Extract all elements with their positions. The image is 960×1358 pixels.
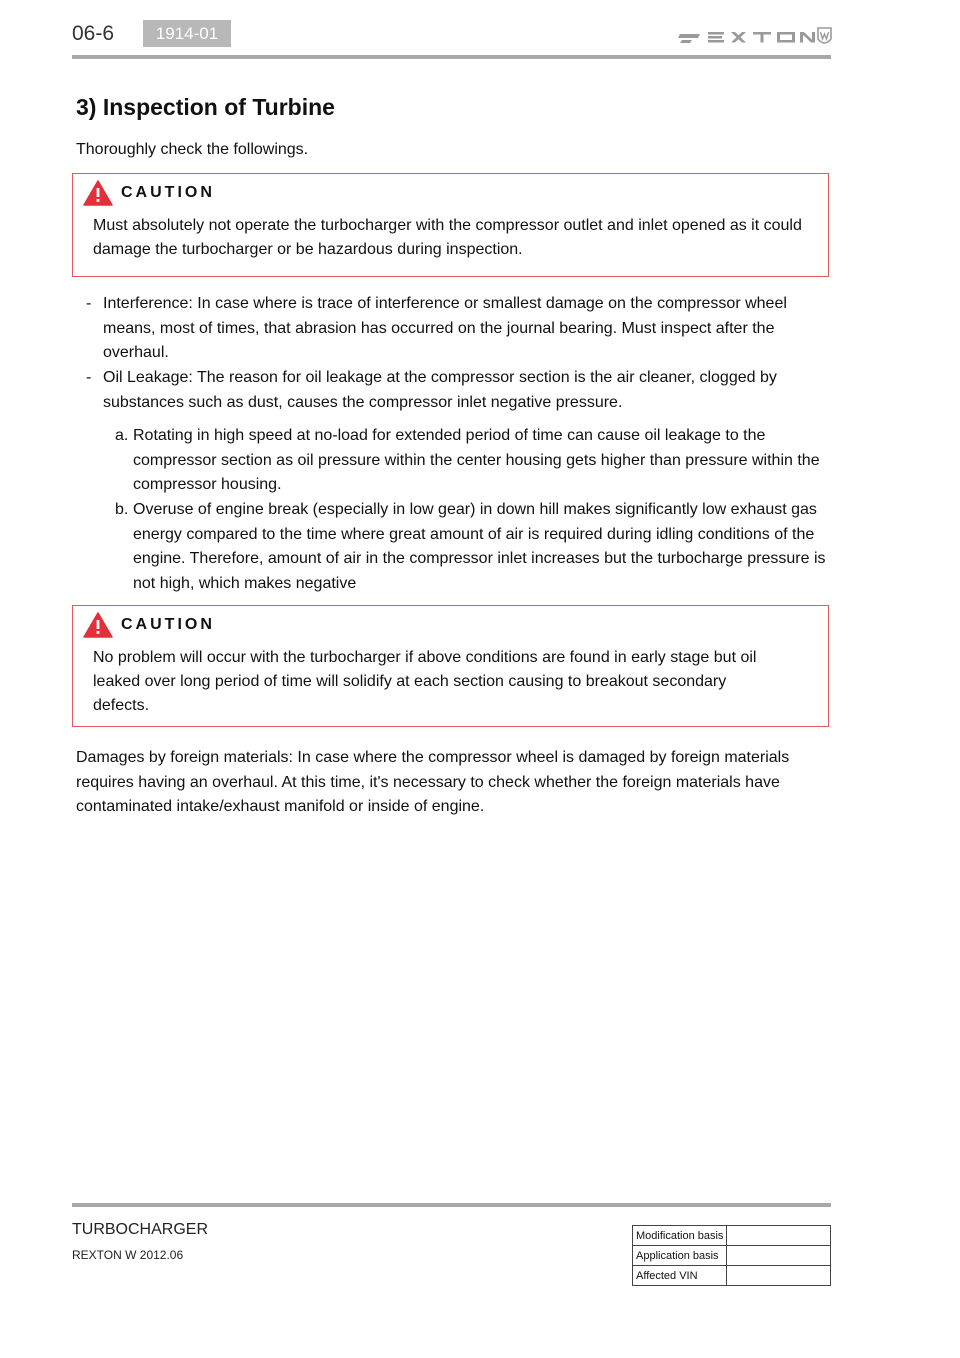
rexton-logo — [678, 26, 832, 48]
table-cell-label: Affected VIN — [633, 1266, 727, 1286]
caution-box — [72, 173, 829, 277]
warning-triangle-icon — [83, 180, 113, 206]
caution-header — [83, 612, 215, 638]
table-row — [633, 1246, 831, 1266]
list-item-text: Interference: In case where is trace of interference or smallest damage on the compressor wheel means, most of times, that abrasion has occurred on the journal bearing. Must inspect after the overhaul. — [103, 295, 787, 361]
list-item — [86, 366, 816, 415]
list-bullet: - — [86, 295, 92, 312]
footer-subtitle: REXTON W 2012.06 — [72, 1248, 184, 1262]
list-bullet: - — [86, 369, 92, 386]
table-cell-label: Modification basis — [633, 1226, 727, 1246]
section-intro: Thoroughly check the followings. — [76, 141, 309, 158]
document-code-badge: 1914-01 — [143, 20, 231, 47]
footer-rule — [72, 1203, 831, 1207]
table-cell-value — [727, 1266, 831, 1286]
sub-list-item-text: Rotating in high speed at no-load for extended period of time can cause oil leakage to the compressor section as oil pressure within the center housing gets higher than pressure within the compressor housing. — [133, 427, 820, 493]
caution-text: No problem will occur with the turbocharger if above conditions are found in early stage but oil leaked over long period of time will solidify at each section causing to breakout secondary defects. — [93, 649, 757, 714]
footer-title: TURBOCHARGER — [72, 1221, 209, 1238]
header-rule — [72, 55, 831, 59]
sub-list-item — [115, 498, 840, 596]
section-title: 3) Inspection of Turbine — [76, 94, 335, 120]
caution-box — [72, 605, 829, 727]
table-cell-value — [727, 1226, 831, 1246]
sub-list-item-text: Overuse of engine break (especially in low gear) in down hill makes significantly low exhaust gas energy compared to the time where great amount of air is required during idling conditions of the engine. Therefore, amount of air in the compressor inlet increases but the turbocharge pressure is not high, which makes negative — [133, 501, 826, 592]
caution-label: CAUTION — [121, 616, 215, 633]
caution-label: CAUTION — [121, 184, 215, 201]
warning-triangle-icon — [83, 612, 113, 638]
revision-table — [632, 1225, 831, 1286]
table-row — [633, 1266, 831, 1286]
list-item-text: Oil Leakage: The reason for oil leakage at the compressor section is the air cleaner, clogged by substances such as dust, causes the compressor inlet negative pressure. — [103, 369, 777, 411]
table-cell-value — [727, 1246, 831, 1266]
sub-list-marker: b. — [115, 501, 129, 518]
damages-paragraph: Damages by foreign materials: In case where the compressor wheel is damaged by foreign materials requires having an overhaul. At this time, it's necessary to check whether the foreign materials have contaminated intake/exhaust manifold or inside of engine. — [76, 749, 790, 815]
table-cell-label: Application basis — [633, 1246, 727, 1266]
table-row — [633, 1226, 831, 1246]
caution-header — [83, 180, 215, 206]
sub-list-marker: a. — [115, 427, 129, 444]
list-item — [86, 292, 816, 366]
page-number: 06-6 — [72, 22, 115, 45]
caution-text: Must absolutely not operate the turbocharger with the compressor outlet and inlet opened as it could damage the turbocharger or be hazardous during inspection. — [93, 217, 802, 258]
sub-list-item — [115, 424, 840, 498]
